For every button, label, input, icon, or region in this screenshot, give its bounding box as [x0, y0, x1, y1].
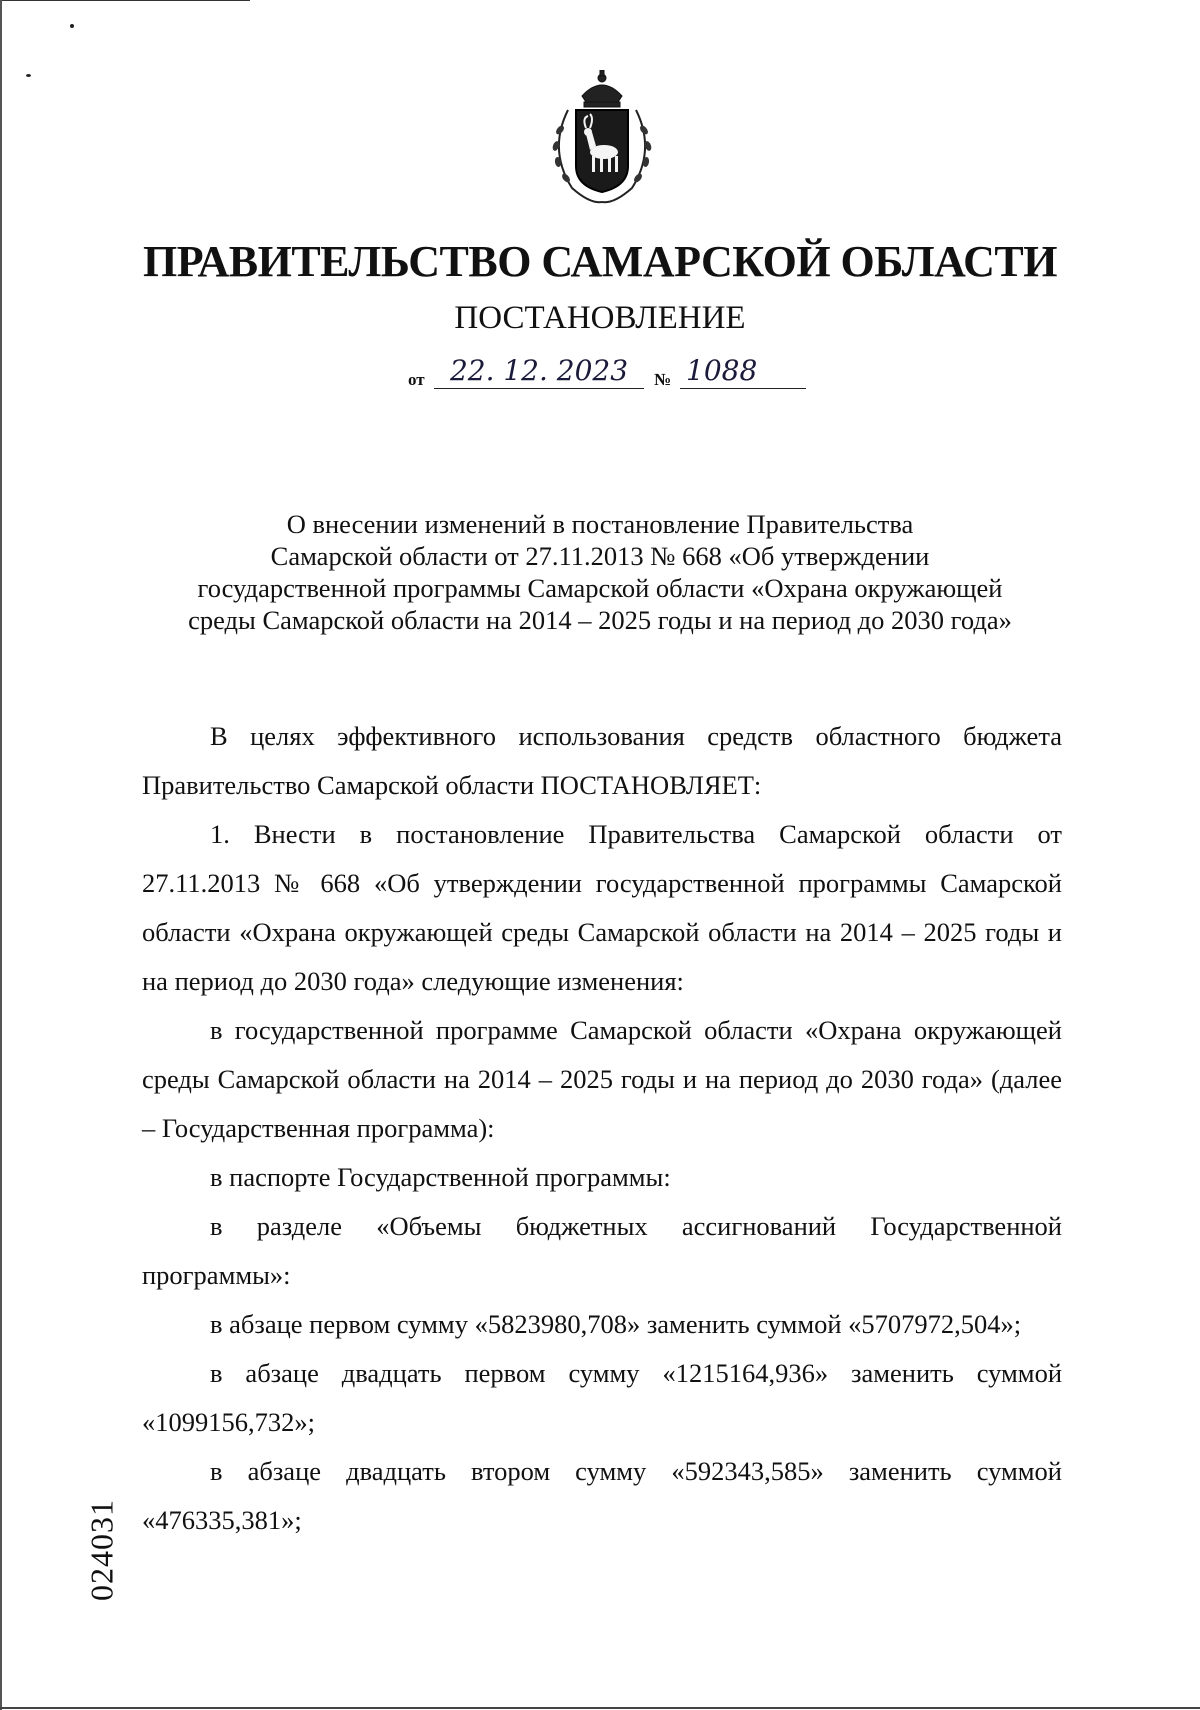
number-label: №: [654, 370, 672, 389]
heading-line: Самарской области от 27.11.2013 № 668 «Об утверждении: [270, 541, 930, 571]
document-type: ПОСТАНОВЛЕНИЕ: [454, 300, 746, 336]
heading-line: государственной программы Самарской области «Охрана окружающей: [197, 573, 1003, 603]
document-body: [142, 712, 1062, 1545]
paragraph: В целях эффективного использования средств областного бюджета Правительство Самарской области ПОСТАНОВЛЯЕТ:: [142, 721, 1062, 800]
samara-coat-of-arms-icon: [538, 70, 666, 210]
scan-edge-top: [0, 0, 250, 1]
paragraph: в абзаце двадцать втором сумму «592343,585» заменить суммой «476335,381»;: [142, 1456, 1062, 1535]
serial-number: [82, 1460, 122, 1640]
date-prefix: от: [408, 370, 425, 389]
paragraph: в паспорте Государственной программы:: [210, 1162, 671, 1192]
scan-speck: [26, 74, 31, 77]
scan-speck: [70, 24, 74, 28]
document-number: 1088: [680, 356, 806, 389]
paragraph: в абзаце двадцать первом сумму «1215164,936» заменить суммой «1099156,732»;: [142, 1358, 1062, 1437]
government-title: ПРАВИТЕЛЬСТВО САМАРСКОЙ ОБЛАСТИ: [143, 237, 1057, 286]
heading-line: среды Самарской области на 2014 – 2025 годы и на период до 2030 года»: [188, 605, 1012, 635]
document-date: 22. 12. 2023: [434, 356, 644, 389]
paragraph: в государственной программе Самарской области «Охрана окружающей среды Самарской области на 2014 – 2025 годы и на период до 2030 года» (далее – Государственная программа):: [142, 1015, 1062, 1143]
paragraph: в абзаце первом сумму «5823980,708» заменить суммой «5707972,504»;: [210, 1309, 1022, 1339]
document-heading: [150, 508, 1050, 636]
serial-number-text: 024031: [83, 1499, 120, 1601]
scan-edge-bottom: [0, 1707, 1200, 1709]
paragraph: в разделе «Объемы бюджетных ассигнований Государственной программы»:: [142, 1211, 1062, 1290]
heading-line: О внесении изменений в постановление Правительства: [286, 509, 914, 539]
date-number-line: [408, 356, 808, 396]
paragraph: 1. Внести в постановление Правительства Самарской области от 27.11.2013 № 668 «Об утверждении государственной программы Самарской области «Охрана окружающей среды Самарской области на 2014 – 2025 годы и на период до 2030 года» следующие изменения:: [142, 819, 1062, 996]
